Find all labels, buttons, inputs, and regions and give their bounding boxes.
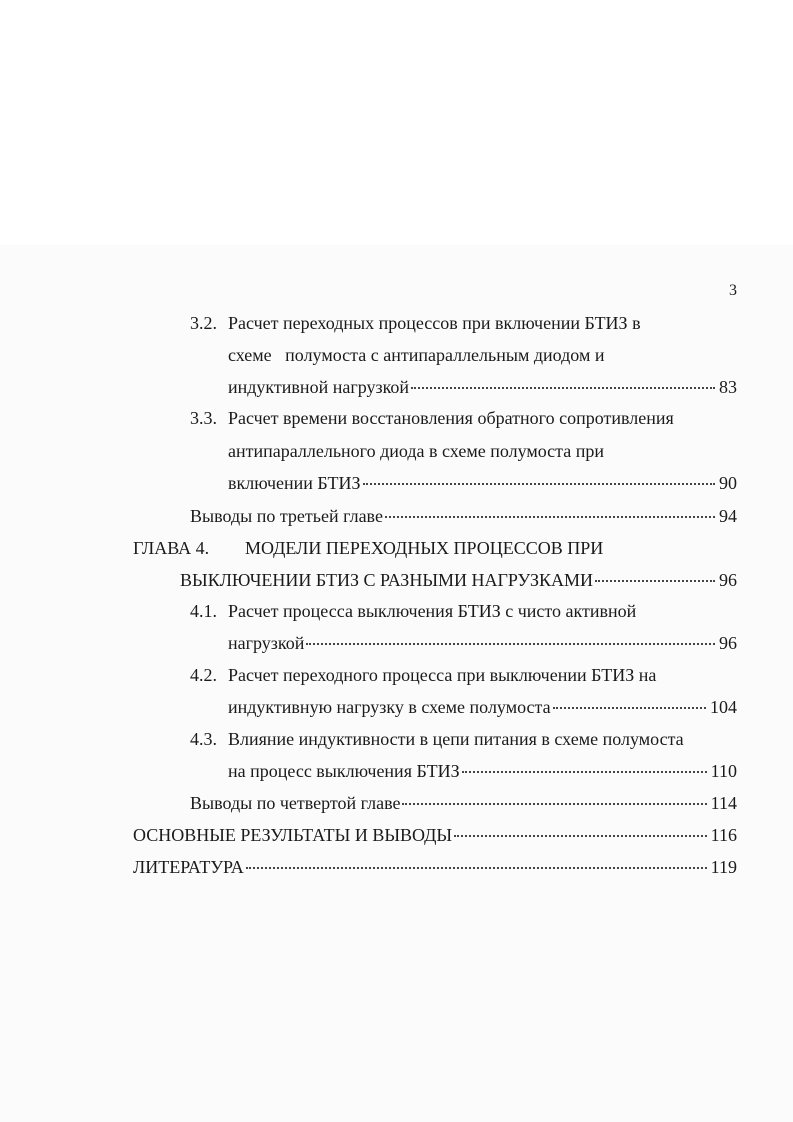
dot-leader (363, 483, 715, 485)
entry-title: индуктивную нагрузку в схеме полумоста (228, 697, 551, 717)
page-number: 3 (729, 282, 737, 299)
page-ref: 90 (719, 473, 737, 493)
section-number: 4.3. (190, 729, 217, 749)
section-number: 4.2. (190, 665, 217, 685)
entry-title: Расчет переходных процессов при включении БТИЗ в (228, 313, 641, 333)
page-ref: 116 (710, 825, 737, 845)
toc-chapter-4[interactable] (133, 537, 737, 559)
toc-entry-3-2-last[interactable] (228, 376, 737, 398)
entry-title: Влияние индуктивности в цепи питания в схеме полумоста (228, 729, 684, 749)
toc-chapter-4-last[interactable] (180, 569, 737, 591)
toc-entry-4-1[interactable] (190, 600, 737, 622)
toc-entry-literature[interactable] (133, 856, 737, 878)
entry-title: ОСНОВНЫЕ РЕЗУЛЬТАТЫ И ВЫВОДЫ (133, 825, 453, 845)
toc-entry-3-3-cont (228, 440, 737, 462)
entry-title: ЛИТЕРАТУРА (133, 857, 244, 877)
dot-leader (462, 771, 707, 773)
entry-title: Расчет процесса выключения БТИЗ с чисто активной (228, 601, 637, 621)
toc-entry-3-3-last[interactable] (228, 472, 737, 494)
toc-entry-3-2[interactable] (190, 312, 737, 334)
toc-entry-4-3-last[interactable] (228, 760, 737, 782)
dot-leader (246, 867, 707, 869)
entry-title: нагрузкой (228, 633, 305, 653)
entry-title: индуктивной нагрузкой (228, 377, 410, 397)
section-number: 3.3. (190, 408, 217, 428)
entry-title: схеме полумоста с антипараллельным диодом и (228, 345, 605, 365)
dot-leader (385, 516, 715, 518)
entry-title: на процесс выключения БТИЗ (228, 761, 460, 781)
entry-title: Расчет времени восстановления обратного сопротивления (228, 408, 674, 428)
chapter-number: ГЛАВА 4. (133, 538, 210, 558)
page-ref: 114 (710, 793, 737, 813)
entry-title: антипараллельного диода в схеме полумоста при (228, 441, 605, 461)
toc-entry-4-3[interactable] (190, 728, 737, 750)
entry-title: Расчет переходного процесса при выключении БТИЗ на (228, 665, 657, 685)
toc-entry-3-3[interactable] (190, 407, 737, 429)
dot-leader (553, 707, 706, 709)
section-number: 3.2. (190, 313, 217, 333)
page-ref: 104 (710, 697, 737, 717)
toc-entry-conclusions-3[interactable] (190, 505, 737, 527)
chapter-title: ВЫКЛЮЧЕНИИ БТИЗ С РАЗНЫМИ НАГРУЗКАМИ (180, 570, 594, 590)
toc-entry-results[interactable] (133, 824, 737, 846)
page-ref: 94 (719, 506, 737, 526)
dot-leader (595, 580, 715, 582)
toc-entry-4-2-last[interactable] (228, 696, 737, 718)
page-ref: 96 (719, 570, 737, 590)
toc-entry-4-2[interactable] (190, 664, 737, 686)
dot-leader (306, 643, 715, 645)
toc-entry-3-2-cont (228, 344, 737, 366)
page-ref: 96 (719, 633, 737, 653)
entry-title: включении БТИЗ (228, 473, 361, 493)
entry-title: Выводы по третьей главе (190, 506, 383, 526)
page-ref: 110 (710, 761, 737, 781)
toc-entry-4-1-last[interactable] (228, 632, 737, 654)
page-ref: 119 (710, 857, 737, 877)
section-number: 4.1. (190, 601, 217, 621)
toc-entry-conclusions-4[interactable] (190, 792, 737, 814)
page-ref: 83 (719, 377, 737, 397)
dot-leader (402, 803, 706, 805)
dot-leader (411, 387, 715, 389)
chapter-title: МОДЕЛИ ПЕРЕХОДНЫХ ПРОЦЕССОВ ПРИ (245, 538, 604, 558)
entry-title: Выводы по четвертой главе (190, 793, 401, 813)
dot-leader (454, 835, 707, 837)
